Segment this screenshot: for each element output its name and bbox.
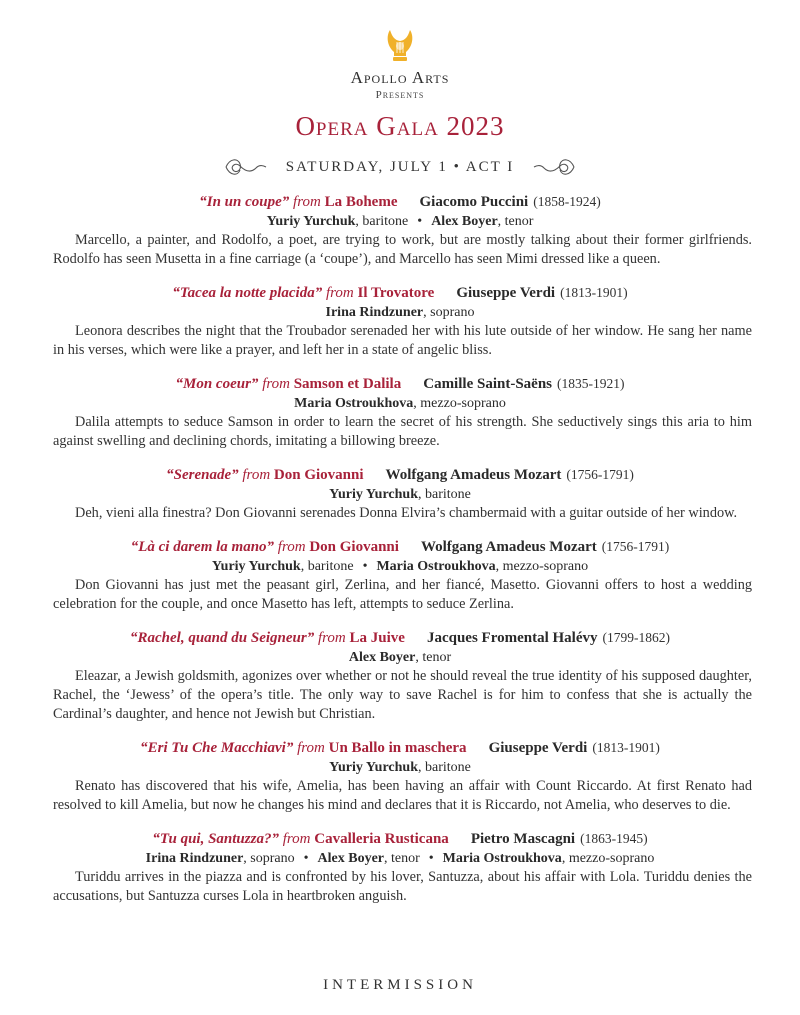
bullet-separator: • [303, 851, 309, 866]
from-label: from [293, 194, 321, 210]
composer-name: Wolfgang Amadeus Mozart [420, 539, 597, 555]
voice-type: , tenor [497, 214, 534, 229]
program-item [0, 628, 800, 724]
composer-years: (1799-1862) [602, 630, 670, 645]
voice-type: , tenor [384, 851, 420, 866]
piece-description: Don Giovanni has just met the peasant girl, Zerlina, and her fiancé, Masetto. Giovanni offers to host a wedding celebration for the couple, and once Masetto has left, attempts to seduce Zerlina. [53, 577, 752, 612]
from-label: from [277, 539, 306, 555]
performers-line [0, 303, 800, 322]
performer-name: Yuriy Yurchuk [266, 214, 356, 229]
opera-title: La Boheme [324, 194, 398, 210]
opera-title: Un Ballo in maschera [328, 740, 467, 756]
program-item [0, 283, 800, 360]
voice-type: , mezzo-soprano [561, 851, 655, 866]
composer-name: Wolfgang Amadeus Mozart [385, 467, 562, 483]
opera-title: La Juive [349, 630, 405, 646]
composer-name: Giacomo Puccini [419, 194, 529, 210]
piece-heading [0, 465, 800, 485]
from-label: from [282, 831, 311, 847]
performers-line [0, 394, 800, 413]
opera-title: Il Trovatore [357, 285, 435, 301]
composer-years: (1858-1924) [533, 194, 601, 209]
composer-name: Giuseppe Verdi [456, 285, 556, 301]
piece-description: Marcello, a painter, and Rodolfo, a poet, are trying to work, but are mostly talking about their former girlfriends. Rodolfo has seen Musetta in a fine carriage (a ‘coupe’), and Marcello has seen Mimi dressed like a queen. [53, 232, 752, 267]
opera-title: Cavalleria Rusticana [314, 831, 449, 847]
composer-years: (1756-1791) [601, 539, 670, 554]
piece-heading [0, 537, 800, 557]
from-label: from [317, 630, 346, 646]
program-item [0, 537, 800, 614]
voice-type: , baritone [355, 214, 409, 229]
aria-title: “Eri Tu Che Macchiavi” [140, 740, 294, 756]
performer-name: Maria Ostroukhova [442, 851, 562, 866]
program-item [0, 465, 800, 523]
lyre-logo-icon [384, 26, 416, 64]
performers-line [0, 485, 800, 504]
presents-label: Presents [375, 89, 425, 101]
intermission-label: INTERMISSION [323, 977, 477, 993]
performers-line [0, 557, 800, 576]
composer-years: (1813-1901) [592, 740, 660, 755]
performer-name: Alex Boyer [348, 650, 416, 665]
composer-years: (1756-1791) [566, 467, 634, 482]
piece-heading [0, 283, 800, 303]
program-item [0, 374, 800, 451]
bullet-separator: • [417, 214, 423, 229]
right-flourish-icon [532, 156, 576, 178]
voice-type: , soprano [243, 851, 295, 866]
opera-title: Don Giovanni [309, 539, 399, 555]
from-label: from [297, 740, 325, 756]
date-act-label: SATURDAY, JULY 1 • ACT I [285, 158, 515, 175]
performer-name: Yuriy Yurchuk [211, 559, 301, 574]
from-label: from [325, 285, 354, 301]
aria-title: “Mon coeur” [175, 376, 259, 392]
from-label: from [242, 467, 271, 483]
piece-description: Deh, vieni alla finestra? Don Giovanni serenades Donna Elvira’s chambermaid with a guitar outside of her window. [75, 505, 738, 521]
composer-name: Camille Saint-Saëns [423, 376, 552, 392]
aria-title: “Là ci darem la mano” [130, 539, 275, 555]
voice-type: , baritone [300, 559, 354, 574]
performers-line [0, 849, 800, 868]
composer-years: (1813-1901) [560, 285, 628, 300]
piece-description: Renato has discovered that his wife, Amelia, has been having an affair with Count Riccardo. At first Renato had resolved to kill Amelia, but now he changes his mind and declares that it is Riccardo, not Amelia, who deserves to die. [53, 778, 752, 813]
program-item [0, 829, 800, 906]
voice-type: , mezzo-soprano [495, 559, 589, 574]
piece-description: Dalila attempts to seduce Samson in order to learn the secret of his strength. She seductively sings this aria to him against swelling and declining chords, imitating a billowing breeze. [53, 414, 752, 449]
dateline [0, 156, 800, 178]
performer-name: Yuriy Yurchuk [329, 487, 418, 502]
left-flourish-icon [224, 156, 268, 178]
composer-name: Jacques Fromental Halévy [426, 630, 598, 646]
performers-line [0, 648, 800, 667]
opera-title: Don Giovanni [273, 467, 364, 483]
bullet-separator: • [362, 559, 368, 574]
aria-title: “Tacea la notte placida” [172, 285, 323, 301]
organization-name: Apollo Arts [350, 68, 450, 87]
program-list [0, 192, 800, 906]
piece-heading [0, 374, 800, 394]
composer-name: Giuseppe Verdi [488, 740, 588, 756]
aria-title: “In un coupe” [199, 194, 290, 210]
program-item [0, 192, 800, 269]
piece-description: Turiddu arrives in the piazza and is confronted by his lover, Santuzza, about his affair with Lola. Turiddu denies the accusations, but Santuzza curses Lola in heartbroken anguish. [53, 869, 752, 904]
voice-type: , tenor [415, 650, 452, 665]
aria-title: “Tu qui, Santuzza?” [152, 831, 279, 847]
performer-name: Alex Boyer [431, 214, 498, 229]
voice-type: , soprano [423, 305, 475, 320]
composer-years: (1863-1945) [580, 831, 648, 846]
piece-heading [0, 192, 800, 212]
program-item [0, 738, 800, 815]
composer-name: Pietro Mascagni [470, 831, 576, 847]
page-title: Opera Gala 2023 [295, 111, 505, 141]
aria-title: “Serenade” [166, 467, 239, 483]
piece-description: Leonora describes the night that the Troubador serenaded her with his lute outside of her window. He sang her name in his verses, which were like a prayer, and left her in a state of angelic bliss. [53, 323, 752, 358]
piece-heading [0, 829, 800, 849]
aria-title: “Rachel, quand du Seigneur” [130, 630, 315, 646]
performer-name: Maria Ostroukhova [376, 559, 496, 574]
piece-description: Eleazar, a Jewish goldsmith, agonizes over whether or not he should reveal the true identity of his supposed daughter, Rachel, the ‘Jewess’ of the opera’s title. The only way to save Rachel is for him to confess that she is actually the Cardinal’s daughter, and hence not Jewish but Christian. [53, 668, 752, 722]
voice-type: , baritone [417, 760, 471, 775]
piece-heading [0, 738, 800, 758]
program-header [0, 26, 800, 178]
opera-title: Samson et Dalila [293, 376, 402, 392]
performer-name: Maria Ostroukhova [294, 396, 414, 411]
bullet-separator: • [428, 851, 434, 866]
performers-line [0, 212, 800, 231]
composer-years: (1835-1921) [557, 376, 625, 391]
performer-name: Yuriy Yurchuk [329, 760, 418, 775]
voice-type: , baritone [417, 487, 471, 502]
voice-type: , mezzo-soprano [413, 396, 506, 411]
from-label: from [262, 376, 290, 392]
performer-name: Alex Boyer [317, 851, 384, 866]
performers-line [0, 758, 800, 777]
performer-name: Irina Rindzuner [325, 305, 424, 320]
piece-heading [0, 628, 800, 648]
performer-name: Irina Rindzuner [145, 851, 244, 866]
